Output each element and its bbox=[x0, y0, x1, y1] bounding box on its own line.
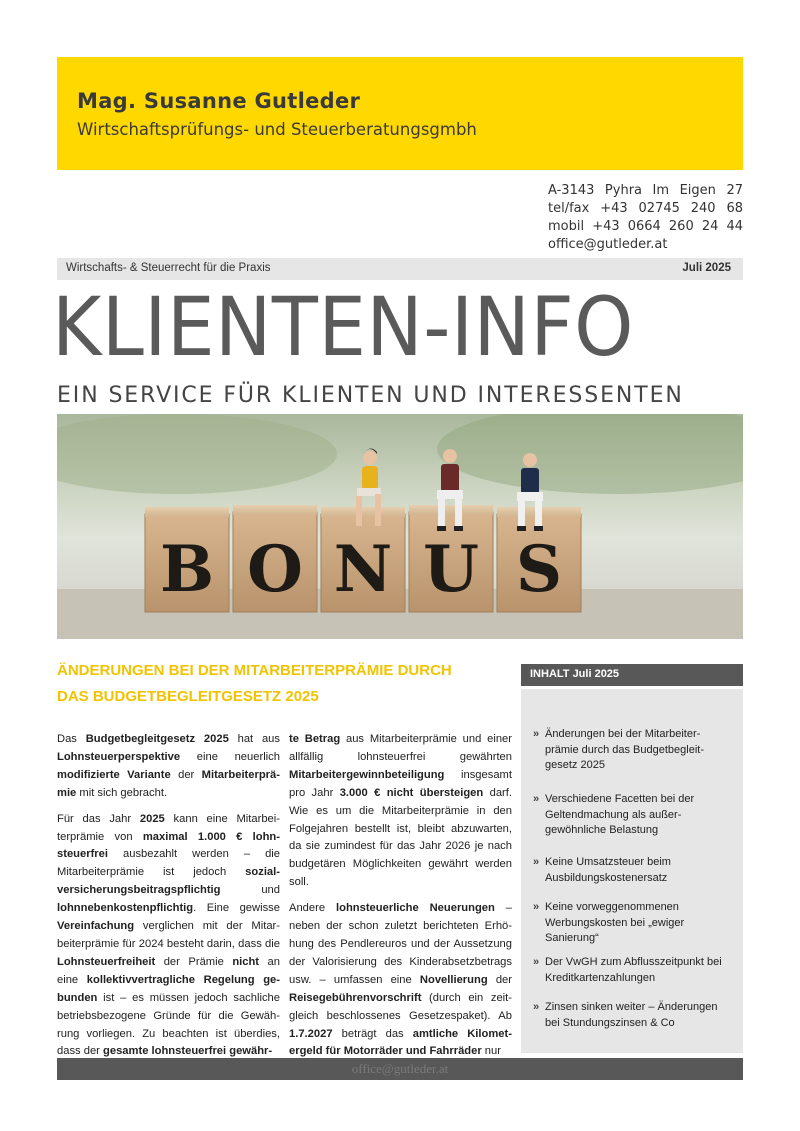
hero-letter: B bbox=[159, 532, 215, 607]
toc-item[interactable] bbox=[533, 855, 733, 886]
tagline-bar bbox=[57, 258, 743, 280]
article-column-1 bbox=[57, 731, 280, 1069]
toc-bullet: » bbox=[533, 901, 540, 913]
footer-bar bbox=[57, 1058, 743, 1080]
toc-sidebar bbox=[521, 689, 743, 1053]
toc-heading: INHALT Juli 2025 bbox=[521, 664, 743, 686]
hero-letter: N bbox=[333, 532, 393, 607]
masthead-subtitle: EIN SERVICE FÜR KLIENTEN UND INTERESSENTEN bbox=[57, 383, 684, 408]
headline-line-1: ÄNDERUNGEN BEI DER MITARBEITERPRÄMIE DURCH bbox=[57, 662, 452, 679]
article-column-2 bbox=[289, 731, 512, 1069]
contact-telfax: tel/fax +43 02745 240 68 bbox=[548, 201, 743, 216]
toc-bullet: » bbox=[533, 956, 540, 968]
contact-address: A-3143 Pyhra Im Eigen 27 bbox=[548, 183, 743, 198]
tagline-text: Wirtschafts- & Steuerrecht für die Praxis bbox=[66, 262, 271, 274]
toc-item[interactable] bbox=[533, 900, 733, 947]
toc-item[interactable] bbox=[533, 955, 733, 986]
hero-letter: O bbox=[247, 532, 303, 607]
toc-item[interactable] bbox=[533, 792, 733, 839]
firm-subtitle: Wirtschaftsprüfungs- und Steuerberatungsgmbh bbox=[77, 120, 477, 139]
toc-item[interactable] bbox=[533, 1000, 733, 1031]
toc-bullet: » bbox=[533, 728, 540, 740]
hero-letter: S bbox=[515, 532, 563, 607]
toc-item[interactable] bbox=[533, 727, 733, 774]
contact-block bbox=[548, 182, 743, 254]
bonus-blocks-illustration bbox=[57, 414, 743, 639]
toc-item-label: Keine vorweggenommenen Werbungskosten bei „ewiger Sanierung“ bbox=[545, 901, 685, 944]
toc-bullet: » bbox=[533, 793, 540, 805]
toc-item-label: Der VwGH zum Abflusszeitpunkt bei Kreditkartenzahlungen bbox=[545, 956, 722, 984]
toc-item-label: Verschiedene Facetten bei der Geltendmachung als außer-gewöhnliche Belastung bbox=[545, 793, 695, 836]
toc-bullet: » bbox=[533, 856, 540, 868]
contact-email-link[interactable]: office@gutleder.at bbox=[548, 237, 668, 252]
footer-email-link[interactable]: office@gutleder.at bbox=[351, 1061, 449, 1076]
article-paragraph: Das Budgetbegleitgesetz 2025 hat aus Lohnsteuerperspektive eine neuerlich modifizierte Variante der Mitarbeiterprämie mit sich gebracht. bbox=[57, 733, 280, 799]
toc-bullet: » bbox=[533, 1001, 540, 1013]
firm-name: Mag. Susanne Gutleder bbox=[77, 89, 361, 113]
issue-date: Juli 2025 bbox=[682, 262, 731, 274]
headline-line-2: DAS BUDGETBEGLEITGESETZ 2025 bbox=[57, 688, 319, 705]
toc-item-label: Zinsen sinken weiter – Änderungen bei Stundungszinsen & Co bbox=[545, 1001, 718, 1029]
hero-image bbox=[57, 414, 743, 639]
hero-letter: U bbox=[423, 532, 479, 607]
toc-item-label: Keine Umsatzsteuer beim Ausbildungskostenersatz bbox=[545, 856, 671, 884]
toc-item-label: Änderungen bei der Mitarbeiter-prämie durch das Budgetbegleit-gesetz 2025 bbox=[545, 728, 704, 771]
article-paragraph: Für das Jahr 2025 kann eine Mitarbeiterprämie von maximal 1.000 € lohnsteuerfrei ausbezahlt werden – die Mitarbeiterprämie ist jedoch sozialversicherungsbeitragspflichtig und lohnnebenkostenpflichtig. Eine gewisse Vereinfachung verglichen mit der Mitarbeiterprämie für 2024 besteht darin, dass die Lohnsteuerfreiheit der Prämie nicht an eine kollektivvertragliche Regelung gebunden ist – es müssen jedoch sachliche betriebsbezogene Gründe für die Gewährung vorliegen. Zu beachten ist überdies, dass der gesamte lohnsteuerfrei gewähr- bbox=[57, 812, 280, 1058]
header-band bbox=[57, 57, 743, 170]
article-headline bbox=[57, 658, 497, 710]
contact-mobil: mobil +43 0664 260 24 44 bbox=[548, 219, 743, 234]
masthead-title: KLIENTEN-INFO bbox=[52, 281, 634, 375]
article-paragraph: te Betrag aus Mitarbeiterprämie und einer allfällig lohnsteuerfrei gewährten Mitarbeitergewinnbeteiligung insgesamt pro Jahr 3.000 € nicht übersteigen darf. Wie es um die Mitarbeiterprämie in den Folgejahren bestellt ist, bleibt abzuwarten, da sie zumindest für das Jahr 2026 je nach budgetären Möglichkeiten gewährt werden soll. bbox=[289, 733, 512, 889]
article-paragraph: Andere lohnsteuerliche Neuerungen – neben der schon zuletzt berichteten Erhöhung des Pendlereuros und der Aussetzung der Valorisierung des Kinderabsetzbetrags usw. – umfassen eine Novellierung der Reisegebührenvorschrift (durch ein zeitgleich beschlossenes Gesetzespaket). Ab 1.7.2027 beträgt das amtliche Kilometergeld für Motorräder und Fahrräder nur bbox=[289, 902, 513, 1058]
